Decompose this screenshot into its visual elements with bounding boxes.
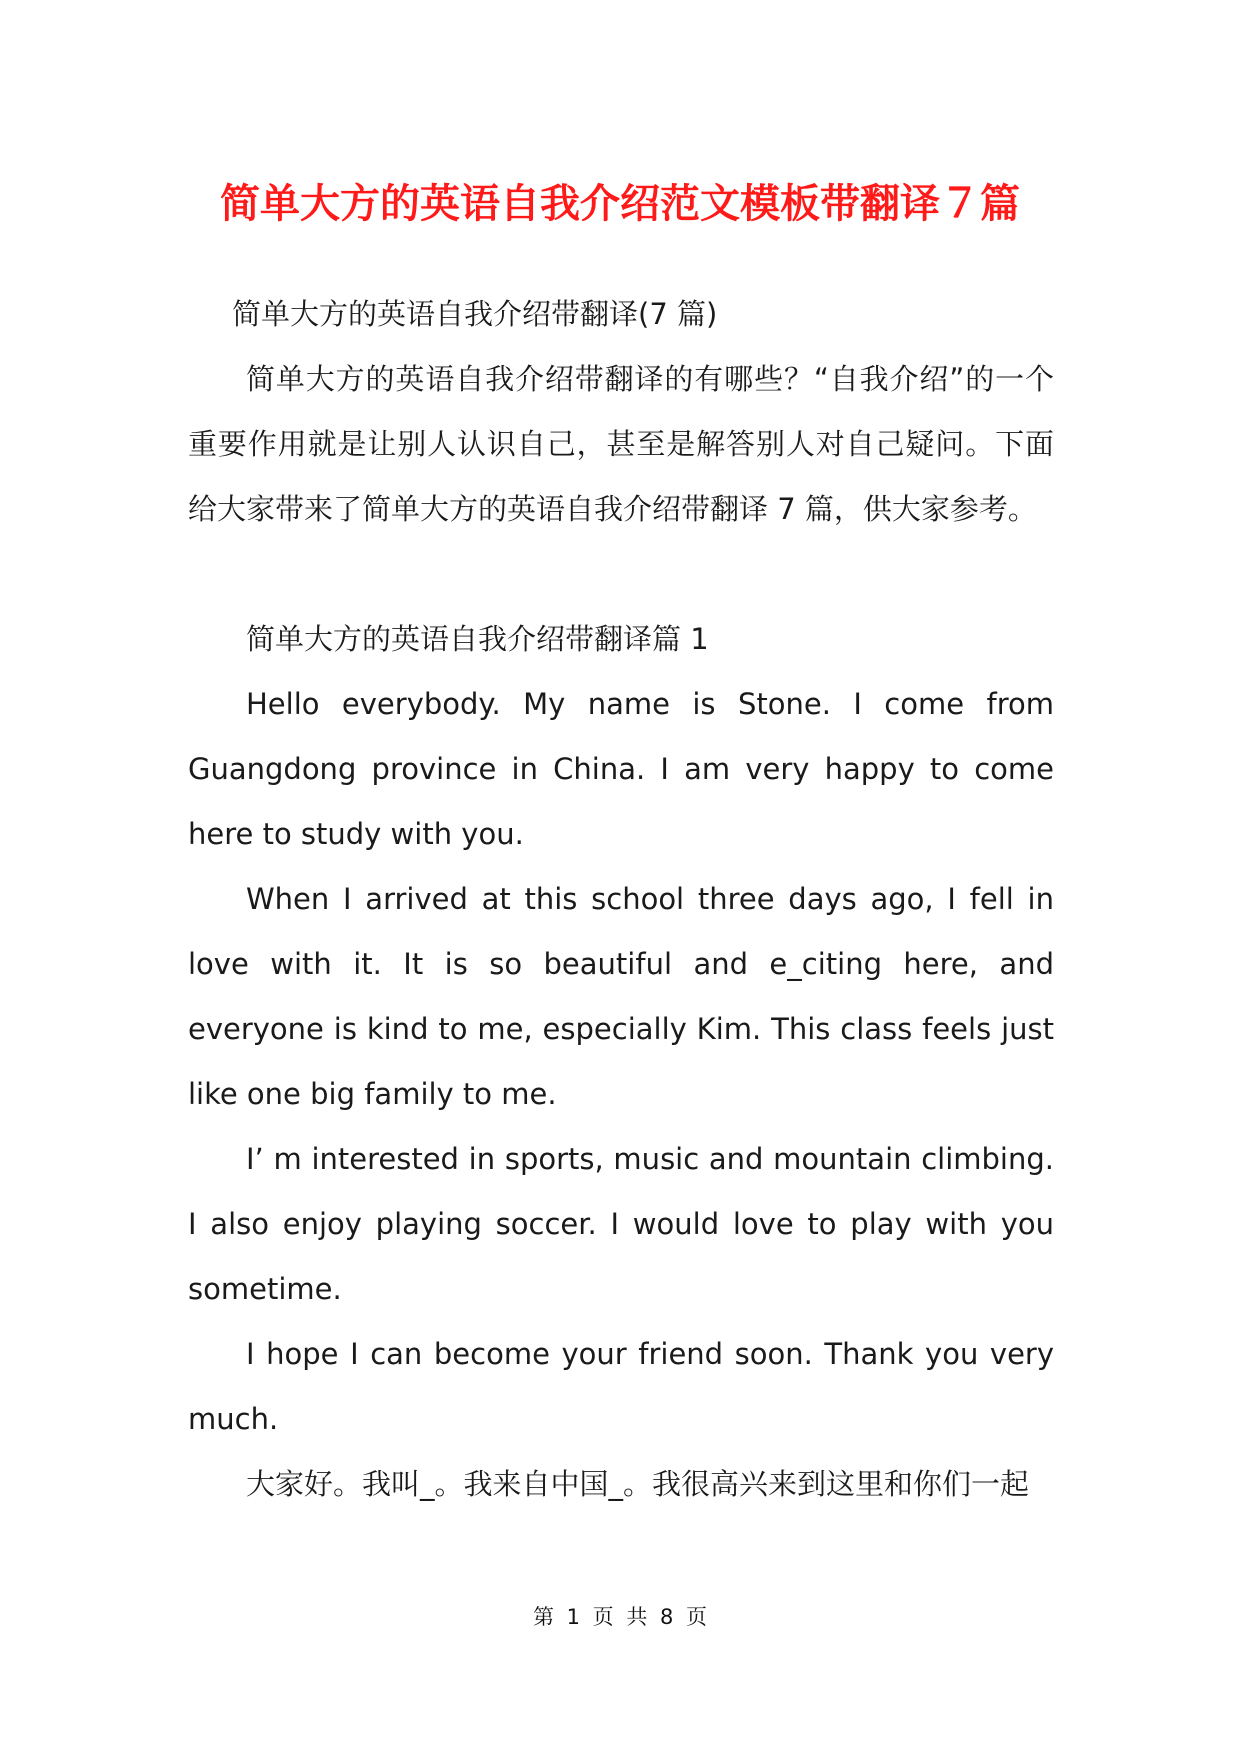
document-body xyxy=(188,282,1054,1517)
body-paragraph: 大家好。我叫_。我来自中国_。我很高兴来到这里和你们一起 xyxy=(246,1467,1030,1501)
document-subtitle: 简单大方的英语自我介绍带翻译(7 篇) xyxy=(232,297,718,331)
document-title: 简单大方的英语自我介绍范文模板带翻译７篇 xyxy=(220,181,1020,227)
body-paragraph: Hello everybody. My name is Stone. I come from Guangdong province in China. I am very happy to come here to study with you. xyxy=(188,687,1054,851)
paragraph-spacer xyxy=(188,542,1054,607)
page-number-footer: 第 1 页 共 8 页 xyxy=(532,1605,708,1629)
intro-paragraph: 简单大方的英语自我介绍带翻译的有哪些？“自我介绍”的一个重要作用就是让别人认识自己，甚至是解答别人对自己疑问。下面给大家带来了简单大方的英语自我介绍带翻译 7 篇，供大家参考。 xyxy=(188,362,1054,526)
section-heading: 简单大方的英语自我介绍带翻译篇 1 xyxy=(246,622,709,656)
body-paragraph: I’ m interested in sports, music and mountain climbing. I also enjoy playing soccer. I would love to play with you sometime. xyxy=(188,1142,1054,1306)
body-paragraph: I hope I can become your friend soon. Thank you very much. xyxy=(188,1337,1054,1436)
body-paragraph: When I arrived at this school three days ago, I fell in love with it. It is so beautiful and e_citing here, and everyone is kind to me, especially Kim. This class feels just like one big family to me. xyxy=(188,882,1054,1111)
